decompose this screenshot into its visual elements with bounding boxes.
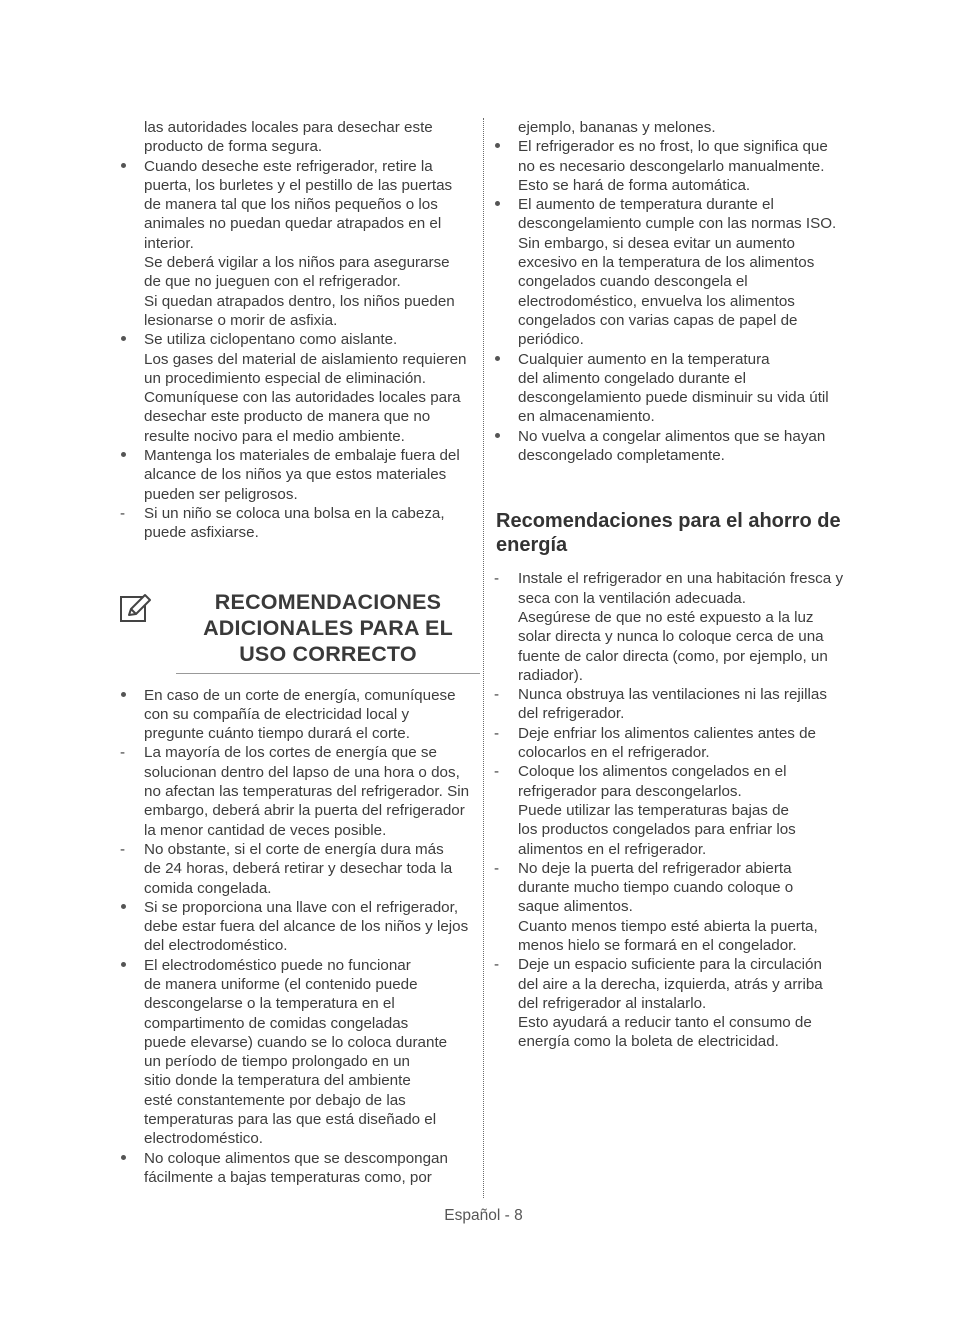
text-line: No obstante, si el corte de energía dura más — [144, 840, 444, 858]
text-line: no afectan las temperaturas del refrigerador. Sin — [144, 783, 470, 801]
dash-item — [492, 762, 852, 858]
text-line: descongelado completamente. — [518, 447, 725, 465]
text-line: de 24 horas, deberá retirar y desechar toda la — [144, 860, 453, 878]
text-line: energía como la boleta de electricidad. — [518, 1033, 779, 1051]
bullet-marker — [494, 427, 510, 446]
text-line: del refrigerador al instalarlo. — [518, 994, 707, 1012]
text-line: No vuelva a congelar alimentos que se hayan — [518, 427, 826, 445]
text-line: periódico. — [518, 331, 584, 349]
bullet-item — [492, 427, 852, 466]
dash-marker: - — [494, 763, 500, 781]
text-line: los productos congelados para enfriar los — [518, 821, 796, 839]
text-line: Cuando deseche este refrigerador, retire la — [144, 157, 433, 175]
text-line: solucionan dentro del lapso de una hora o dos, — [144, 763, 460, 781]
text-line: con su compañía de electricidad local y — [144, 705, 410, 723]
dash-marker: - — [494, 570, 500, 588]
text-line: comida congelada. — [144, 879, 272, 897]
text-line: Mantenga los materiales de embalaje fuera del — [144, 447, 460, 465]
bullet-marker — [494, 137, 510, 156]
text-line: ejemplo, bananas y melones. — [518, 119, 716, 136]
bullet-marker — [120, 446, 136, 465]
section-title — [176, 589, 480, 674]
energy-saving-heading — [496, 509, 852, 557]
heading-line: Recomendaciones para el ahorro de — [496, 510, 841, 533]
left-column — [118, 118, 480, 1187]
text-line: El refrigerador es no frost, lo que significa que — [518, 138, 828, 156]
text-line: interior. — [144, 234, 194, 252]
text-line: El aumento de temperatura durante el — [518, 196, 774, 214]
dash-item — [492, 724, 852, 763]
text-line: del refrigerador. — [518, 705, 625, 723]
text-line: No deje la puerta del refrigerador abierta — [518, 859, 792, 877]
text-line: puede asfixiarse. — [144, 524, 259, 542]
text-line: congelados cuando descongela el — [518, 273, 748, 291]
text-line: descongelamiento cumple con las normas ISO. — [518, 215, 837, 233]
text-line: del aire a la derecha, izquierda, atrás y arriba — [518, 975, 823, 993]
text-line: de que no jueguen con el refrigerador. — [144, 273, 401, 291]
text-line: En caso de un corte de energía, comuníquese — [144, 686, 456, 704]
text-line: resulte nocivo para el medio ambiente. — [144, 427, 405, 445]
text-line: No coloque alimentos que se descompongan — [144, 1149, 448, 1167]
bullet-marker — [120, 898, 136, 917]
left-intro — [118, 118, 480, 157]
text-line: radiador). — [518, 666, 583, 684]
text-line: temperaturas para las que está diseñado el — [144, 1111, 437, 1129]
right-intro — [492, 118, 852, 137]
text-line: durante mucho tiempo cuando coloque o — [518, 879, 794, 897]
text-line: electrodoméstico, envuelva los alimentos — [518, 292, 795, 310]
text-line: saque alimentos. — [518, 898, 633, 916]
bullet-item — [118, 1149, 480, 1188]
right-list-bottom — [492, 569, 852, 1051]
dash-item — [492, 955, 852, 1051]
bullet-item — [492, 195, 852, 349]
text-line: Esto se hará de forma automática. — [518, 176, 751, 194]
bullet-marker — [494, 195, 510, 214]
left-list-bottom — [118, 686, 480, 1188]
dash-item — [492, 569, 852, 685]
text-line: Si se proporciona una llave con el refrigerador, — [144, 898, 459, 916]
left-list-top — [118, 157, 480, 543]
text-line: fácilmente a bajas temperaturas como, por — [144, 1168, 432, 1186]
bullet-item — [118, 956, 480, 1149]
dash-marker: - — [120, 840, 126, 858]
text-line: La mayoría de los cortes de energía que se — [144, 744, 437, 762]
text-line: Deje enfriar los alimentos calientes antes de — [518, 724, 817, 742]
bullet-marker — [120, 330, 136, 349]
text-line: Si quedan atrapados dentro, los niños pueden — [144, 292, 455, 310]
bullet-item — [492, 137, 852, 195]
dash-item — [118, 743, 480, 839]
text-line: Instale el refrigerador en una habitación fresca y — [518, 570, 844, 588]
text-line: Comuníquese con las autoridades locales para — [144, 389, 461, 407]
text-line: sitio donde la temperatura del ambiente — [144, 1072, 411, 1090]
text-line: colocarlos en el refrigerador. — [518, 744, 710, 762]
text-line: Sin embargo, si desea evitar un aumento — [518, 234, 795, 252]
bullet-item — [118, 686, 480, 744]
text-line: un procedimiento especial de eliminación. — [144, 369, 426, 387]
text-line: alimentos en el refrigerador. — [518, 840, 707, 858]
bullet-item — [492, 350, 852, 427]
right-list-top — [492, 137, 852, 465]
dash-marker: - — [494, 686, 500, 704]
text-line: pueden ser peligrosos. — [144, 485, 298, 503]
dash-item — [118, 504, 480, 543]
text-line: Se utiliza ciclopentano como aislante. — [144, 331, 398, 349]
section-header-additional-recommendations — [118, 589, 480, 674]
text-line: del alimento congelado durante el — [518, 369, 746, 387]
text-line: las autoridades locales para desechar este — [144, 119, 433, 136]
text-line: menos hielo se formará en el congelador. — [518, 936, 797, 954]
text-line: congelados con varias capas de papel de — [518, 311, 798, 329]
note-icon — [118, 591, 154, 627]
dash-item — [118, 840, 480, 898]
text-line: Deje un espacio suficiente para la circulación — [518, 956, 822, 974]
text-line: Coloque los alimentos congelados en el — [518, 763, 787, 781]
text-line: alcance de los niños ya que estos materiales — [144, 466, 447, 484]
text-line: electrodoméstico. — [144, 1130, 264, 1148]
text-line: un período de tiempo prolongado en un — [144, 1053, 410, 1071]
text-line: Esto ayudará a reducir tanto el consumo de — [518, 1014, 812, 1032]
text-line: excesivo en la temperatura de los alimentos — [518, 254, 815, 272]
text-line: desechar este producto de manera que no — [144, 408, 431, 426]
text-line: de manera tal que los niños pequeños o los — [144, 196, 438, 214]
text-line: esté constantemente por debajo de las — [144, 1091, 406, 1109]
text-line: puerta, los burletes y el pestillo de las puertas — [144, 176, 453, 194]
text-line: de manera uniforme (el contenido puede — [144, 975, 418, 993]
section-title-line: ADICIONALES PARA EL — [203, 615, 453, 640]
section-title-line: USO CORRECTO — [239, 641, 417, 666]
text-line: solar directa y nunca lo coloque cerca de una — [518, 628, 824, 646]
text-line: producto de forma segura. — [144, 138, 323, 156]
text-line: animales no puedan quedar atrapados en el — [144, 215, 442, 233]
text-line: El electrodoméstico puede no funcionar — [144, 956, 411, 974]
bullet-marker — [120, 686, 136, 705]
text-line: compartimento de comidas congeladas — [144, 1014, 409, 1032]
bullet-item — [118, 330, 480, 446]
text-line: en almacenamiento. — [518, 408, 655, 426]
bullet-item — [118, 446, 480, 504]
right-column — [492, 118, 852, 1052]
dash-marker: - — [494, 859, 500, 877]
text-line: descongelarse o la temperatura en el — [144, 995, 395, 1013]
text-line: la menor cantidad de veces posible. — [144, 821, 387, 839]
dash-marker: - — [120, 744, 126, 762]
text-line: no es necesario descongelarlo manualmente. — [518, 157, 825, 175]
heading-line: energía — [496, 534, 568, 557]
text-line: Nunca obstruya las ventilaciones ni las rejillas — [518, 686, 827, 704]
dash-marker: - — [494, 724, 500, 742]
dash-marker: - — [494, 956, 500, 974]
bullet-item — [118, 157, 480, 331]
text-line: Los gases del material de aislamiento requieren — [144, 350, 467, 368]
text-line: fuente de calor directa (como, por ejemplo, un — [518, 647, 828, 665]
text-line: del electrodoméstico. — [144, 937, 288, 955]
text-line: debe estar fuera del alcance de los niños y lejos — [144, 918, 469, 936]
text-line: embargo, deberá abrir la puerta del refrigerador — [144, 802, 465, 820]
text-line: lesionarse o morir de asfixia. — [144, 311, 338, 329]
bullet-marker — [494, 350, 510, 369]
bullet-marker — [120, 157, 136, 176]
column-divider — [483, 118, 484, 1198]
text-line: refrigerador para descongelarlos. — [518, 782, 742, 800]
text-line: Asegúrese de que no esté expuesto a la luz — [518, 608, 814, 626]
text-line: Se deberá vigilar a los niños para asegurarse — [144, 254, 450, 272]
bullet-marker — [120, 956, 136, 975]
text-line: Si un niño se coloca una bolsa en la cabeza, — [144, 504, 445, 522]
dash-marker: - — [120, 504, 126, 522]
text-line: puede elevarse) cuando se lo coloca durante — [144, 1033, 448, 1051]
text-line: Puede utilizar las temperaturas bajas de — [518, 801, 789, 819]
bullet-item — [118, 898, 480, 956]
dash-item — [492, 685, 852, 724]
text-line: descongelamiento puede disminuir su vida útil — [518, 389, 829, 407]
page-number: Español - 8 — [444, 1207, 523, 1224]
section-title-line: RECOMENDACIONES — [214, 589, 442, 614]
text-line: pregunte cuánto tiempo durará el corte. — [144, 725, 410, 743]
bullet-marker — [120, 1149, 136, 1168]
text-line: seca con la ventilación adecuada. — [518, 589, 746, 607]
text-line: Cuanto menos tiempo esté abierta la puerta, — [518, 917, 818, 935]
text-line: Cualquier aumento en la temperatura — [518, 350, 770, 368]
dash-item — [492, 859, 852, 955]
